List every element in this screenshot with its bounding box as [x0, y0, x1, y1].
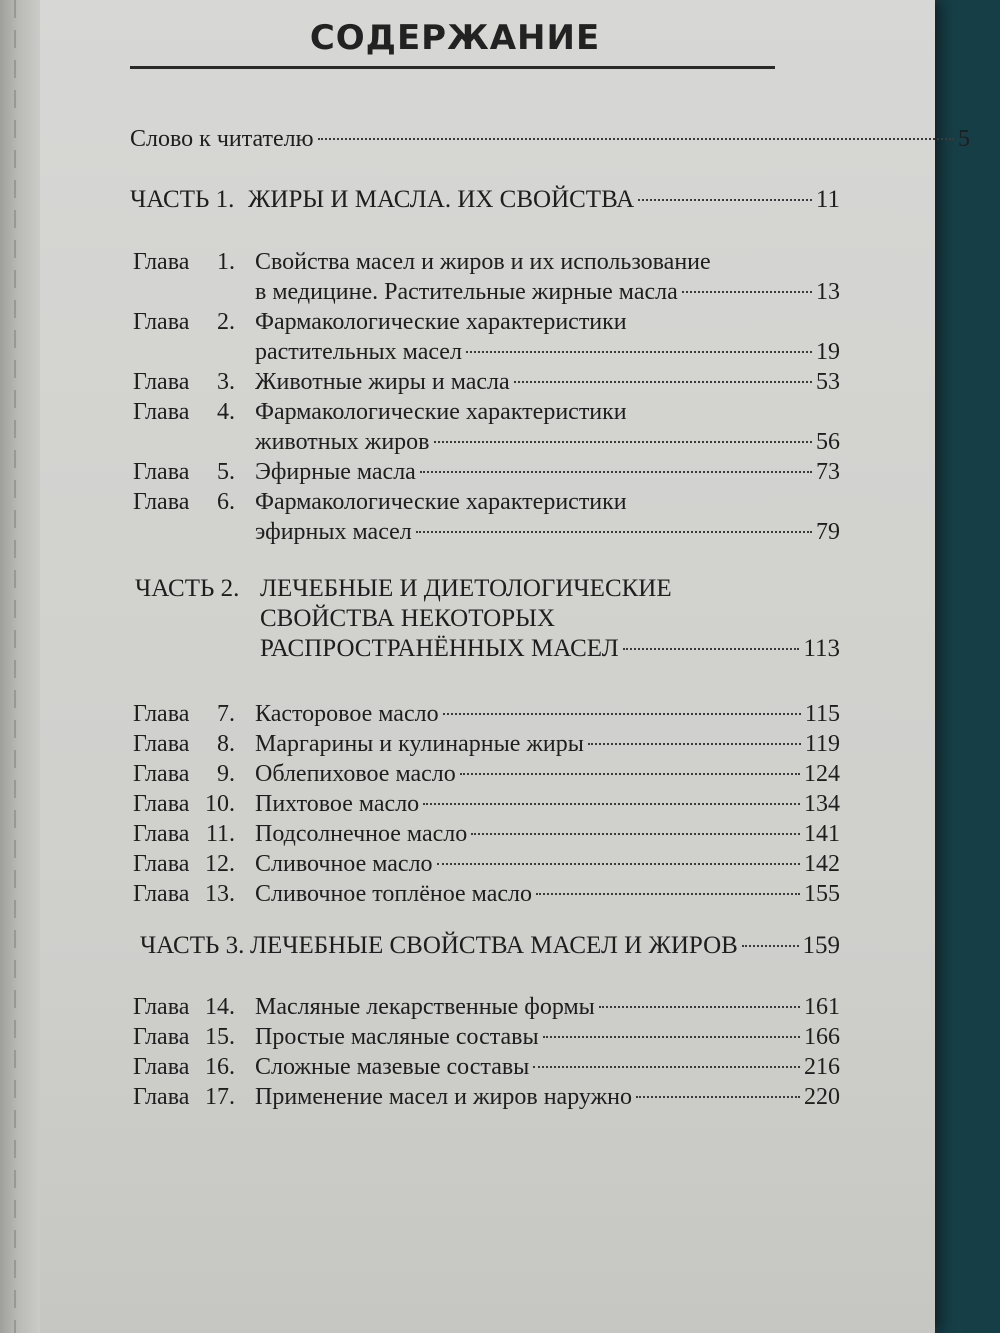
chapter-entry-title-text: растительных масел	[255, 339, 462, 365]
dot-leader	[434, 441, 813, 443]
chapter-entry-title-text: Животные жиры и масла	[255, 369, 510, 395]
chapter-entry-title	[255, 1022, 840, 1052]
page-number: 155	[804, 881, 840, 907]
chapter-entry-title	[255, 759, 840, 789]
part-entry-title-text: РАСПРОСТРАНЁННЫХ МАСЕЛ	[260, 635, 619, 662]
dot-leader	[416, 531, 812, 533]
chapter-entry-title-line: Фармакологические характеристики	[255, 489, 627, 515]
page-number: 141	[804, 821, 840, 847]
chapter-entry-title-line	[255, 337, 840, 367]
chapter-entry[interactable]	[0, 367, 840, 397]
chapter-entry-title	[255, 699, 840, 729]
dot-leader	[636, 1096, 800, 1098]
dot-leader	[423, 803, 800, 805]
dot-leader	[443, 713, 801, 715]
chapter-entry-title-line	[255, 457, 840, 487]
chapter-entry-title	[255, 397, 840, 457]
part-entry-title	[248, 185, 840, 215]
chapter-number: 4.	[217, 399, 235, 425]
chapter-entry-title-line	[255, 367, 840, 397]
dot-leader	[742, 945, 799, 947]
intro-entry-title	[130, 124, 970, 154]
chapter-entry[interactable]	[0, 849, 840, 879]
chapter-number: 5.	[217, 459, 235, 485]
chapter-entry-title-line	[255, 699, 840, 729]
chapter-label: Глава	[133, 399, 190, 425]
intro-entry[interactable]	[130, 124, 970, 154]
chapter-label: Глава	[133, 731, 190, 757]
title-rule	[130, 66, 775, 69]
dot-leader	[471, 833, 800, 835]
part-entry-title	[250, 931, 840, 961]
chapter-label: Глава	[133, 459, 190, 485]
chapter-entry-title-text: Сливочное топлёное масло	[255, 881, 532, 907]
page-number: 159	[802, 932, 840, 959]
part-entry-title-line	[248, 185, 840, 215]
part-entry-title-text: ЖИРЫ И МАСЛА. ИХ СВОЙСТВА	[248, 186, 635, 213]
part-entry-title-line	[250, 931, 840, 961]
chapter-entry-title-text: Эфирные масла	[255, 459, 416, 485]
chapter-entry[interactable]	[0, 247, 840, 307]
chapter-entry-title-line: Фармакологические характеристики	[255, 399, 627, 425]
chapter-entry-title-line	[255, 759, 840, 789]
chapter-entry-title	[255, 367, 840, 397]
page-number: 124	[804, 761, 840, 787]
chapter-number: 8.	[217, 731, 235, 757]
dot-leader	[437, 863, 800, 865]
chapter-entry-title-line	[255, 427, 840, 457]
page-number: 216	[804, 1054, 840, 1080]
chapter-entry[interactable]	[0, 307, 840, 367]
page-number: 113	[803, 635, 840, 662]
dot-leader	[514, 381, 812, 383]
chapter-number: 11.	[205, 821, 235, 847]
part-label: ЧАСТЬ 2.	[135, 575, 240, 602]
part-label: ЧАСТЬ 1.	[130, 186, 235, 213]
chapter-number: 1.	[217, 249, 235, 275]
chapter-entry-title	[255, 247, 840, 307]
chapter-label: Глава	[133, 1054, 190, 1080]
dot-leader	[599, 1006, 800, 1008]
chapter-number: 12.	[205, 851, 235, 877]
chapter-entry-title-text: в медицине. Растительные жирные масла	[255, 279, 678, 305]
chapter-entry-title-line: Свойства масел и жиров и их использование	[255, 249, 711, 275]
part-entry[interactable]	[0, 185, 840, 215]
dot-leader	[318, 138, 954, 140]
chapter-entry-title-text: эфирных масел	[255, 519, 412, 545]
chapter-entry[interactable]	[0, 819, 840, 849]
chapter-number: 10.	[205, 791, 235, 817]
page-number: 115	[804, 701, 840, 727]
chapter-label: Глава	[133, 489, 190, 515]
chapter-entry-title	[255, 849, 840, 879]
chapter-entry-title-line	[255, 819, 840, 849]
chapter-label: Глава	[133, 309, 190, 335]
chapter-entry-title-line	[255, 517, 840, 547]
chapter-entry-title	[255, 1052, 840, 1082]
chapter-entry-title	[255, 729, 840, 759]
chapter-entry-title	[255, 789, 840, 819]
chapter-entry[interactable]	[0, 699, 840, 729]
part-entry-title	[260, 574, 840, 664]
part-entry[interactable]	[0, 574, 840, 664]
chapter-label: Глава	[133, 791, 190, 817]
chapter-number: 13.	[205, 881, 235, 907]
page-number: 5	[958, 126, 970, 152]
page-number: 53	[816, 369, 840, 395]
chapter-label: Глава	[133, 1084, 190, 1110]
chapter-entry[interactable]	[0, 759, 840, 789]
chapter-entry[interactable]	[0, 457, 840, 487]
page-number: 73	[816, 459, 840, 485]
chapter-label: Глава	[133, 881, 190, 907]
page-number: 119	[804, 731, 840, 757]
chapter-entry-title-line	[255, 879, 840, 909]
chapter-entry-title-text: Облепиховое масло	[255, 761, 456, 787]
chapter-number: 6.	[217, 489, 235, 515]
chapter-entry-title-line	[255, 729, 840, 759]
page-number: 161	[804, 994, 840, 1020]
chapter-entry-title	[255, 457, 840, 487]
chapter-label: Глава	[133, 821, 190, 847]
page-number: 142	[804, 851, 840, 877]
chapter-entry[interactable]	[0, 487, 840, 547]
chapter-number: 16.	[205, 1054, 235, 1080]
chapter-entry-title	[255, 819, 840, 849]
chapter-number: 15.	[205, 1024, 235, 1050]
chapter-entry-title-line	[255, 1022, 840, 1052]
chapter-entry-title-text: Сливочное масло	[255, 851, 433, 877]
chapter-entry-title-text: животных жиров	[255, 429, 430, 455]
chapter-entry-title-text: Применение масел и жиров наружно	[255, 1084, 632, 1110]
chapter-entry-title-text: Маргарины и кулинарные жиры	[255, 731, 584, 757]
chapter-entry[interactable]	[0, 789, 840, 819]
dot-leader	[466, 351, 812, 353]
chapter-entry-title-text: Сложные мазевые составы	[255, 1054, 530, 1080]
dot-leader	[682, 291, 812, 293]
chapter-entry[interactable]	[0, 1052, 840, 1082]
chapter-number: 9.	[217, 761, 235, 787]
chapter-label: Глава	[133, 249, 190, 275]
chapter-entry-title-line	[255, 992, 840, 1022]
page-number: 19	[816, 339, 840, 365]
intro-entry-title-line	[130, 124, 970, 154]
chapter-entry-title-line	[255, 789, 840, 819]
chapter-label: Глава	[133, 851, 190, 877]
chapter-entry-title-text: Пихтовое масло	[255, 791, 420, 817]
chapter-entry-title-text: Простые масляные составы	[255, 1024, 539, 1050]
chapter-number: 2.	[217, 309, 235, 335]
chapter-entry[interactable]	[0, 879, 840, 909]
part-entry-title-line: ЛЕЧЕБНЫЕ И ДИЕТОЛОГИЧЕСКИЕ	[260, 575, 672, 602]
dot-leader	[460, 773, 800, 775]
page-number: 220	[804, 1084, 840, 1110]
dot-leader	[638, 199, 812, 201]
chapter-entry-title	[255, 487, 840, 547]
page-number: 13	[816, 279, 840, 305]
chapter-entry[interactable]	[0, 1082, 840, 1112]
page-number: 11	[815, 186, 840, 213]
chapter-entry-title	[255, 1082, 840, 1112]
chapter-entry[interactable]	[0, 992, 840, 1022]
chapter-entry-title-text: Масляные лекарственные формы	[255, 994, 595, 1020]
chapter-label: Глава	[133, 369, 190, 395]
part-entry[interactable]	[0, 931, 840, 961]
page-number: 134	[804, 791, 840, 817]
page-number: 56	[816, 429, 840, 455]
chapter-entry-title	[255, 992, 840, 1022]
intro-entry-title-text: Слово к читателю	[130, 126, 314, 152]
dot-leader	[536, 893, 800, 895]
chapter-entry-title-text: Подсолнечное масло	[255, 821, 468, 847]
chapter-entry[interactable]	[0, 397, 840, 457]
dot-leader	[543, 1036, 800, 1038]
chapter-entry-title-line	[255, 1052, 840, 1082]
chapter-entry-title	[255, 879, 840, 909]
chapter-number: 3.	[217, 369, 235, 395]
chapter-entry[interactable]	[0, 729, 840, 759]
chapter-number: 17.	[205, 1084, 235, 1110]
chapter-number: 14.	[205, 994, 235, 1020]
chapter-entry-title-line	[255, 1082, 840, 1112]
dot-leader	[623, 648, 800, 650]
chapter-entry-title-line: Фармакологические характеристики	[255, 309, 627, 335]
chapter-label: Глава	[133, 701, 190, 727]
part-entry-title-line: СВОЙСТВА НЕКОТОРЫХ	[260, 605, 555, 632]
chapter-label: Глава	[133, 1024, 190, 1050]
dot-leader	[533, 1066, 800, 1068]
page-number: 166	[804, 1024, 840, 1050]
dot-leader	[420, 471, 812, 473]
chapter-label: Глава	[133, 761, 190, 787]
chapter-entry[interactable]	[0, 1022, 840, 1052]
page-title: СОДЕРЖАНИЕ	[309, 18, 601, 58]
chapter-entry-title-text: Касторовое масло	[255, 701, 439, 727]
chapter-number: 7.	[217, 701, 235, 727]
part-entry-title-line	[260, 634, 840, 664]
chapter-entry-title	[255, 307, 840, 367]
chapter-entry-title-line	[255, 849, 840, 879]
page-number: 79	[816, 519, 840, 545]
dot-leader	[588, 743, 801, 745]
chapter-entry-title-line	[255, 277, 840, 307]
part-label: ЧАСТЬ 3.	[140, 932, 245, 959]
chapter-label: Глава	[133, 994, 190, 1020]
part-entry-title-text: ЛЕЧЕБНЫЕ СВОЙСТВА МАСЕЛ И ЖИРОВ	[250, 932, 738, 959]
